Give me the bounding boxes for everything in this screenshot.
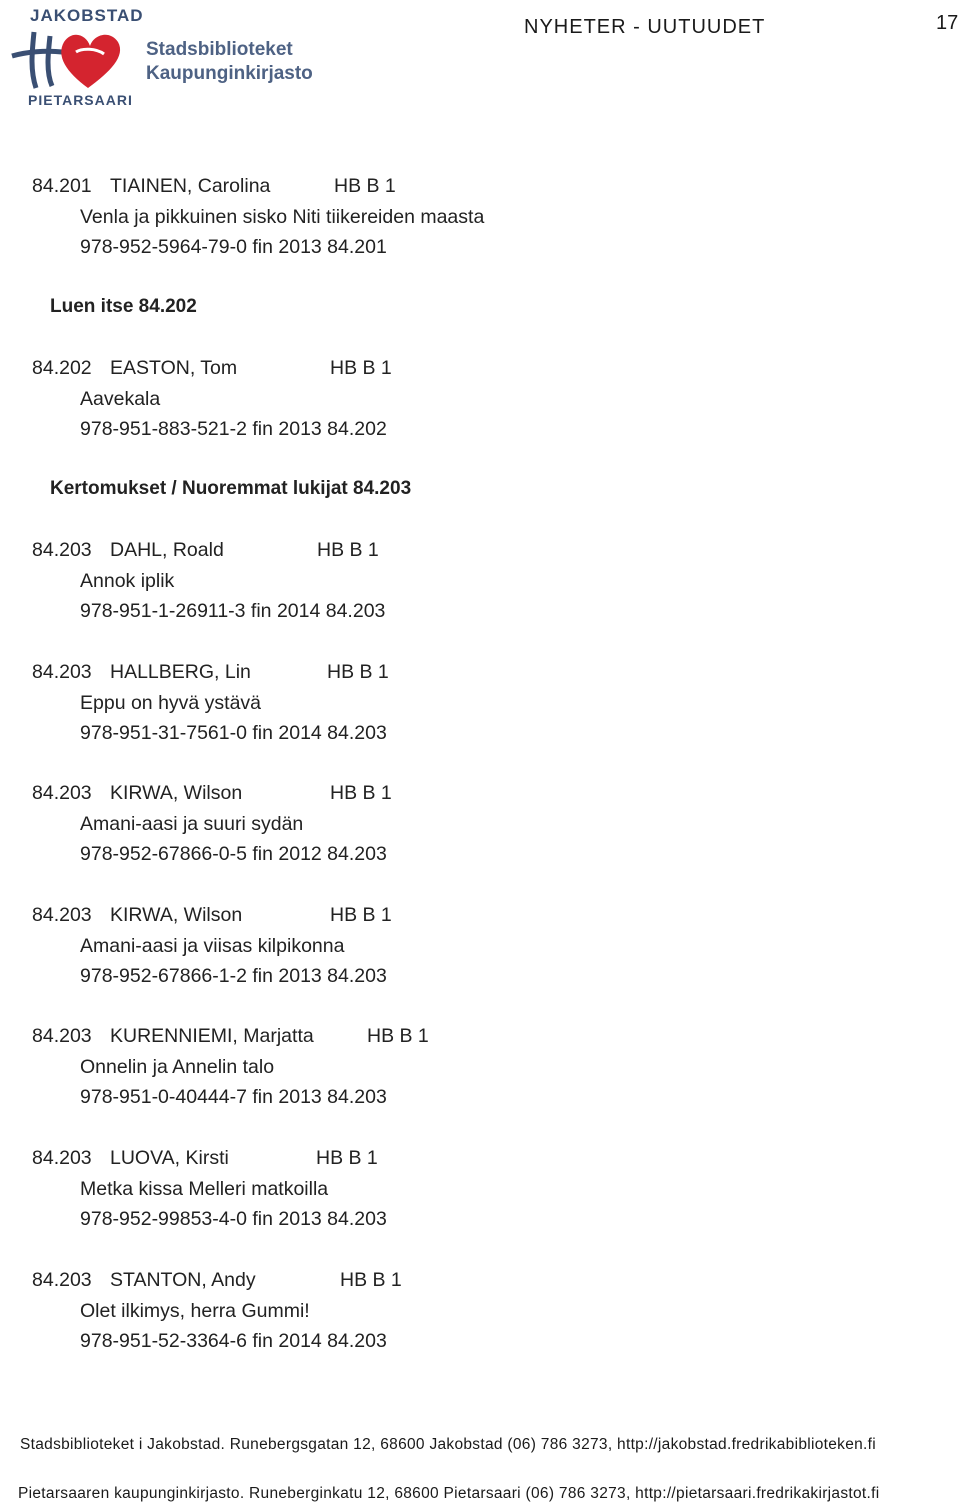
entry-author: TIAINEN, Carolina [110,175,271,197]
entry-author: KURENNIEMI, Marjatta [110,1025,314,1047]
entry-title: Venla ja pikkuinen sisko Niti tiikereiden maasta [80,205,485,228]
entry-info: 978-951-52-3364-6 fin 2014 84.203 [80,1330,387,1352]
entry-author: EASTON, Tom [110,357,238,379]
entry-title: Aavekala [80,387,161,410]
entry-author: STANTON, Andy [110,1269,256,1291]
page-number: 17 [936,12,959,34]
entry-author: LUOVA, Kirsti [110,1147,229,1169]
entry-location: HB B 1 [367,1025,429,1047]
section-heading: Kertomukset / Nuoremmat lukijat 84.203 [50,478,412,499]
book-entry [32,1143,387,1235]
logo-org-line2: Kaupunginkirjasto [146,63,313,84]
entry-classification: 84.203 [32,539,92,561]
book-entry [32,900,392,992]
entry-title: Annok iplik [80,569,175,592]
entry-location: HB B 1 [330,904,392,926]
entry-title: Amani-aasi ja suuri sydän [80,812,304,835]
section-heading: Luen itse 84.202 [50,296,197,317]
entry-classification: 84.203 [32,904,92,926]
page-header-title: NYHETER - UUTUUDET [524,16,766,38]
entry-author: KIRWA, Wilson [110,904,243,926]
entry-author: KIRWA, Wilson [110,782,243,804]
entry-title: Metka kissa Melleri matkoilla [80,1177,329,1200]
entry-location: HB B 1 [330,782,392,804]
entry-location: HB B 1 [334,175,396,197]
entry-author: DAHL, Roald [110,539,224,561]
entry-classification: 84.202 [32,357,92,379]
book-entry [32,535,385,627]
entry-info: 978-951-1-26911-3 fin 2014 84.203 [80,600,386,622]
book-entry [32,171,484,263]
entry-classification: 84.203 [32,782,92,804]
entry-title: Olet ilkimys, herra Gummi! [80,1299,310,1322]
logo-org-line1: Stadsbiblioteket [146,39,293,60]
entry-title: Amani-aasi ja viisas kilpikonna [80,934,345,957]
entry-info: 978-951-883-521-2 fin 2013 84.202 [80,418,387,440]
entry-classification: 84.203 [32,661,92,683]
entry-info: 978-952-99853-4-0 fin 2013 84.203 [80,1208,387,1230]
footer-address-swedish: Stadsbiblioteket i Jakobstad. Runebergsgatan 12, 68600 Jakobstad (06) 786 3273, http://jakobstad.fredrikabiblioteken.fi [20,1436,877,1453]
entry-title: Onnelin ja Annelin talo [80,1055,275,1078]
book-entry [32,778,392,870]
book-entry [32,353,392,445]
entry-info: 978-951-31-7561-0 fin 2014 84.203 [80,722,387,744]
book-entry [32,1021,429,1113]
logo-org-name [146,38,313,86]
entry-location: HB B 1 [340,1269,402,1291]
entry-info: 978-952-67866-1-2 fin 2013 84.203 [80,965,387,987]
book-entry [32,1265,402,1357]
logo-bottom-text: PIETARSAARI [28,92,133,108]
entry-info: 978-952-67866-0-5 fin 2012 84.203 [80,843,387,865]
entry-location: HB B 1 [317,539,379,561]
entry-classification: 84.203 [32,1269,92,1291]
entry-location: HB B 1 [327,661,389,683]
logo-top-text: JAKOBSTAD [30,6,144,25]
entry-classification: 84.203 [32,1025,92,1047]
entry-title: Eppu on hyvä ystävä [80,691,262,714]
book-entry [32,657,387,749]
entry-location: HB B 1 [316,1147,378,1169]
footer-address-finnish: Pietarsaaren kaupunginkirjasto. Runeberginkatu 12, 68600 Pietarsaari (06) 786 3273, http://pietarsaari.fredrikakirjastot.fi [18,1485,880,1502]
entry-info: 978-951-0-40444-7 fin 2013 84.203 [80,1086,387,1108]
library-logo [6,4,316,110]
entry-location: HB B 1 [330,357,392,379]
logo-emblem-icon [6,22,146,96]
entry-author: HALLBERG, Lin [110,661,251,683]
entry-info: 978-952-5964-79-0 fin 2013 84.201 [80,236,387,258]
entry-classification: 84.203 [32,1147,92,1169]
entry-classification: 84.201 [32,175,92,197]
